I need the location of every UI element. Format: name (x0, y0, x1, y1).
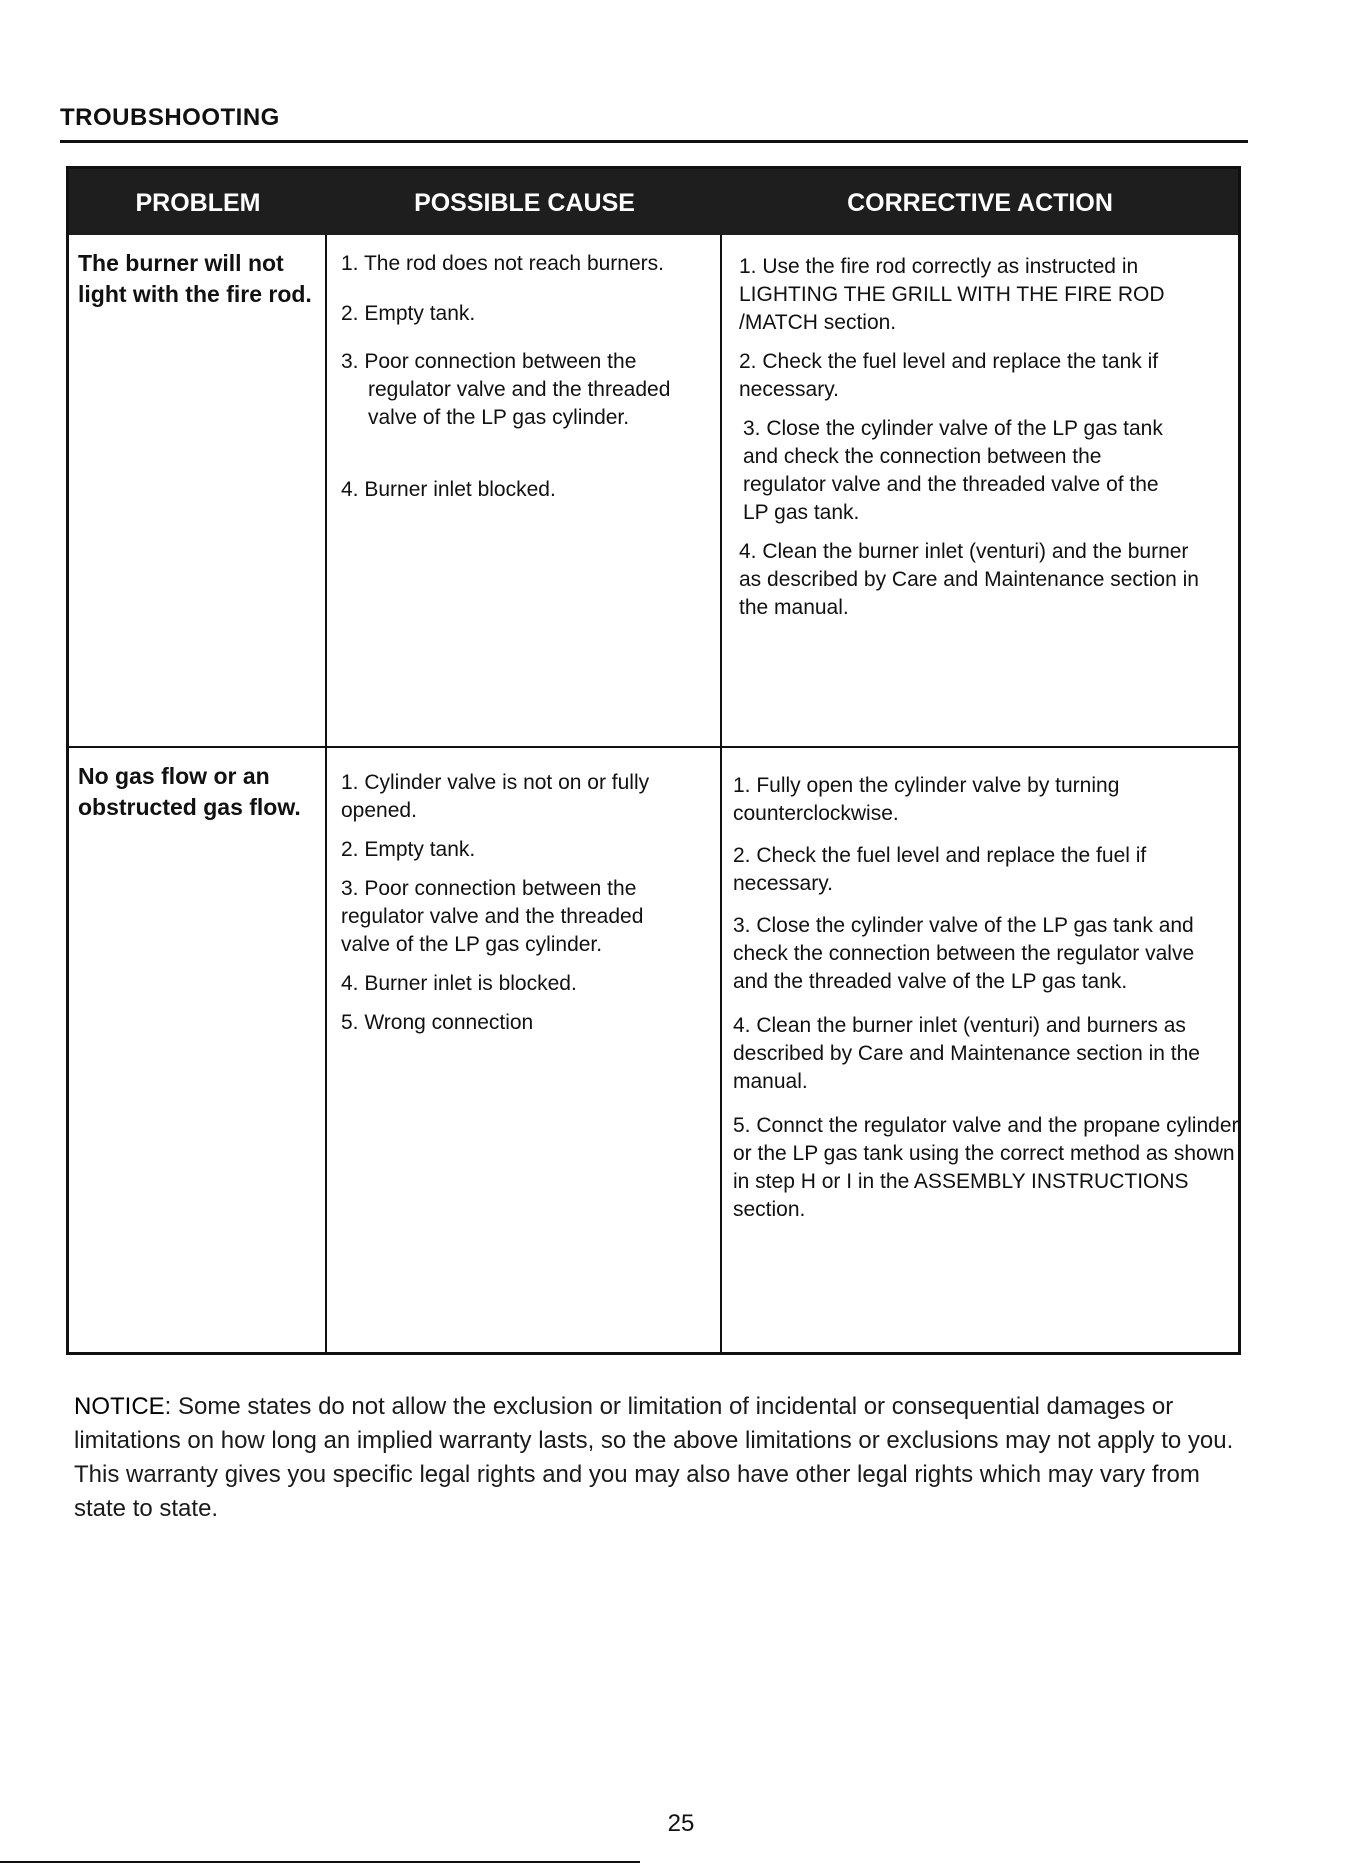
action-item: 1. Use the fire rod correctly as instructed in LIGHTING THE GRILL WITH THE FIRE ROD /MATCH section. (739, 255, 1165, 334)
table-header-row (69, 169, 1238, 235)
action-cell (733, 772, 1241, 1235)
problem-cell: No gas flow or an obstructed gas flow. (78, 763, 301, 820)
cause-item: 1. The rod does not reach burners. (341, 252, 664, 275)
action-item: 5. Connct the regulator valve and the propane cylinder or the LP gas tank using the correct method as shown in step H or I in the ASSEMBLY INSTRUCTIONS section. (733, 1114, 1239, 1221)
action-cell (739, 253, 1239, 633)
footer-divider (0, 1861, 640, 1863)
header-corrective-action: CORRECTIVE ACTION (847, 189, 1113, 217)
section-title: TROUBSHOOTING (60, 104, 280, 131)
cause-cell (341, 769, 711, 1048)
cause-item: 4. Burner inlet blocked. (341, 478, 556, 501)
notice-label: NOTICE (74, 1393, 165, 1420)
column-divider (325, 235, 327, 1352)
problem-cell: The burner will not light with the fire rod. (78, 250, 312, 307)
action-item: 4. Clean the burner inlet (venturi) and the burner as described by Care and Maintenance section in the manual. (739, 540, 1199, 619)
page-number: 25 (667, 1810, 695, 1837)
action-item: 4. Clean the burner inlet (venturi) and burners as described by Care and Maintenance section in the manual. (733, 1014, 1200, 1093)
title-divider (60, 140, 1248, 143)
troubleshooting-table (66, 166, 1241, 1355)
column-divider (720, 235, 722, 1352)
notice-paragraph (74, 1390, 1254, 1526)
action-item: 2. Check the fuel level and replace the tank if necessary. (739, 350, 1159, 401)
header-problem: PROBLEM (135, 189, 261, 217)
cause-item: 4. Burner inlet is blocked. (341, 972, 577, 995)
notice-text: : Some states do not allow the exclusion or limitation of incidental or consequential damages or limitations on how long an implied warranty lasts, so the above limitations or exclusions may not apply to you. This warranty gives you specific legal rights and you may also have other legal rights which may vary from state to state. (74, 1393, 1234, 1522)
action-item: 2. Check the fuel level and replace the fuel if necessary. (733, 844, 1147, 895)
action-item: 3. Close the cylinder valve of the LP gas tank and check the connection between the regulator valve and the threaded valve of the LP gas tank. (733, 914, 1195, 993)
cause-cell (341, 250, 717, 515)
cause-item: 1. Cylinder valve is not on or fully opened. (341, 771, 650, 822)
cause-item: 5. Wrong connection (341, 1011, 534, 1034)
cause-item: 3. Poor connection between the regulator valve and the threaded valve of the LP gas cylinder. (341, 350, 671, 429)
row-divider (69, 746, 1238, 748)
header-possible-cause: POSSIBLE CAUSE (414, 189, 635, 217)
cause-item: 2. Empty tank. (341, 302, 476, 325)
action-item: 3. Close the cylinder valve of the LP gas tank and check the connection between the regulator valve and the threaded valve of the LP gas tank. (743, 417, 1163, 524)
cause-item: 2. Empty tank. (341, 838, 476, 861)
action-item: 1. Fully open the cylinder valve by turning counterclockwise. (733, 774, 1120, 825)
cause-item: 3. Poor connection between the regulator valve and the threaded valve of the LP gas cylinder. (341, 877, 644, 956)
